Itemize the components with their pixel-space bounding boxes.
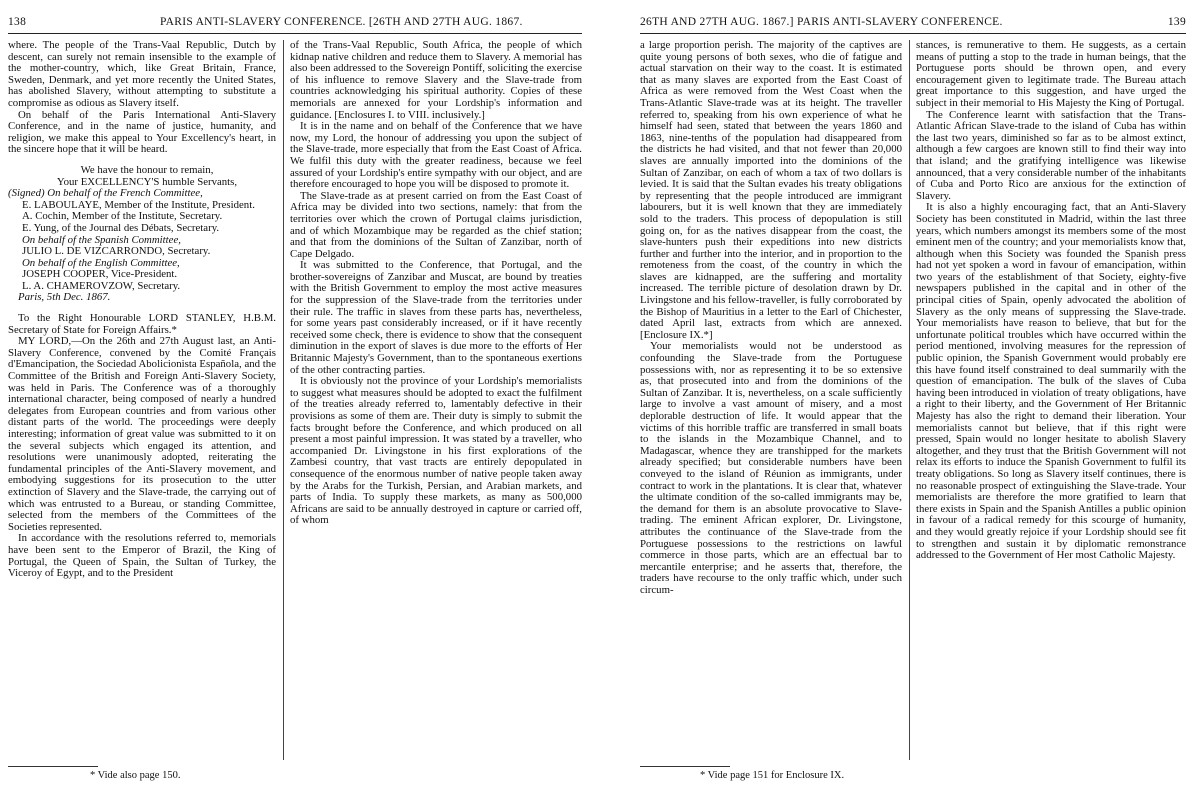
right-footnote-rule	[640, 766, 730, 767]
address-line: To the Right Honourable LORD STANLEY, H.B.M. Secretary of State for Foreign Affairs.*	[8, 312, 276, 336]
signature-heading: (Signed) On behalf of the French Committee,	[8, 187, 203, 200]
paragraph: where. The people of the Trans-Vaal Republic, Dutch by descent, can surely not remain insensible to the example of the mother-country, which, like Great Britain, France, Sweden, Denmark, and yet more recently the United States, has abolished Slavery, without attempting to substitute a compromise as odious as Slavery itself.	[8, 39, 276, 109]
paragraph: On behalf of the Paris International Anti-Slavery Conference, and in the name of justice, humanity, and religion, we make this appeal to Your Excellency's heart, in the sincere hope that it will be heard.	[8, 108, 276, 156]
signatory: JOSEPH COOPER, Vice-President.	[22, 268, 178, 281]
left-page	[0, 0, 590, 793]
paragraph: Your memorialists would not be understood as confounding the Slave-trade from the Portuguese possessions with, nor as representing it to be so extensive as, that prosecuted into and from the dominions of the Sultan of Zanzibar. It is, nevertheless, on a scale sufficiently large to involve a vast amount of misery, and a most deplorable destruction of life. It would appear that the victims of this horrible traffic are transferred in small boats to the islands in the Mozambique Channel, and to Madagascar, whence they are transhipped for the markets already specified; but considerable numbers have been conveyed to the island of Réunion as immigrants, under contract to work in the plantations. It is clear that, whatever the ultimate condition of the so-called immigrants may be, the demand for them is an absolute provocative to Slave-trading. The eminent African explorer, Dr. Livingstone, attributes the continuance of the Slave-trade from the Portuguese possessions to the restrictions on lawful commerce in those parts, which are an effectual bar to mercantile enterprise; and he asserts that, therefore, the traders have recourse to the only traffic which, under such circum-	[640, 340, 902, 596]
paragraph: a large proportion perish. The majority of the captives are quite young persons of both sexes, who die of fatigue and actual starvation on their way to the coast. It is estimated that as many slaves are exported from the East Coast of Africa as were removed from the West Coast when the Trans-Atlantic Slave-trade was at its height. The traveller referred to, speaking from his own experience of what he himself had seen, stated that between the years 1860 and 1863, nine-tenths of the population had disappeared from the districts he had visited, and that not fewer than 20,000 slaves are annually imported into the dominions of the Sultan of Zanzibar, on each of whom a tax of two dollars is levied. It is said that the Sultan evades his treaty obligations by representing that the people introduced are immigrant labourers, but it is well known that they are immediately sold to the traders. This process of depopulation is still going on, for as the natives disappear from the coast, the slave-hunters push their expeditions into new districts further and further into the interior, and in proportion to the remoteness from the coast, of the country in which the slaves are kidnapped, are the suffering and mortality increased. The terrible picture of desolation drawn by Dr. Livingstone and his fellow-traveller, is fully corroborated by the Bishop of Mauritius in a letter to the Earl of Chichester, dated April last, extracts from which are annexed. [Enclosure IX.*]	[640, 39, 902, 341]
right-running-head: 26TH AND 27TH AUG. 1867.] PARIS ANTI-SLAVERY CONFERENCE.	[640, 16, 1003, 28]
right-page-number: 139	[1167, 16, 1186, 28]
paragraph: It was submitted to the Conference, that Portugal, and the brother-sovereigns of Zanzibar and Muscat, are bound by treaties with the British Government to employ the most active measures for the suppression of the Slave-trade from the territories under their rule. The traffic in slaves from these parts has, nevertheless, for some years past considerably increased, or if it have recently received some check, there is evidence to show that the consequent diminution in the export of slaves is due more to the efforts of Her Britannic Majesty's Government, than to the spontaneous exertions of the other contracting parties.	[290, 259, 582, 376]
right-footnote: * Vide page 151 for Enclosure IX.	[700, 770, 845, 781]
left-column-divider	[283, 40, 284, 760]
paragraph: MY LORD,—On the 26th and 27th August last, an Anti-Slavery Conference, convened by the Comité Français d'Emancipation, the Sociedad Abolicionista Española, and the Committee of the British and Foreign Anti-Slavery Society, was held in Paris. The Conference was of a thoroughly international character, being composed of nearly a hundred delegates from European countries and from various other distant parts of the world. The proceedings were deeply interesting; information of great value was submitted to it on the several subjects which engaged its attention, and resolutions were unanimously adopted, reiterating the fundamental principles of the Anti-Slavery movement, and embodying suggestions for its prosecution to the utter extinction of Slavery and the Slave-trade, the carrying out of which was entrusted to a Bureau, or standing Committee, selected from the members of the Committees of the Societies represented.	[8, 335, 276, 533]
paragraph: stances, is remunerative to them. He suggests, as a certain means of putting a stop to the trade in human beings, that the Portuguese ports should be thrown open, and every encouragement given to legitimate trade. The Bureau attach great importance to this suggestion, and have urged the subject in their memorial to His Majesty the King of Portugal.	[916, 39, 1186, 109]
signature-heading: On behalf of the English Committee,	[22, 256, 180, 269]
left-page-number: 138	[8, 16, 27, 28]
closing-line: We have the honour to remain,	[80, 163, 214, 176]
paragraph: The Slave-trade as at present carried on from the East Coast of Africa may be divided into two sections, namely: that from the territories over which the crown of Portugal claims jurisdiction, and of which Mozambique may be regarded as the chief station; and that from the dominions of the Sultan of Zanzibar, north of Cape Delgado.	[290, 189, 582, 260]
signatory: L. A. CHAMEROVZOW, Secretary.	[22, 279, 181, 292]
signature-heading: On behalf of the Spanish Committee,	[22, 233, 181, 246]
left-column-1	[8, 40, 276, 580]
right-page	[610, 0, 1200, 793]
paragraph: The Conference learnt with satisfaction that the Trans-Atlantic African Slave-trade to the island of Cuba has within the last two years, diminished so far as to be almost extinct, although a few cargoes are known still to find their way into that island; and the gratifying intelligence was likewise announced, that a very considerable number of the inhabitants of Cuba and Porto Rico are anxious for the extinction of Slavery.	[916, 108, 1186, 202]
paragraph: In accordance with the resolutions referred to, memorials have been sent to the Emperor of Brazil, the King of Portugal, the Queen of Spain, the Sultan of Turkey, the Viceroy of Egypt, and to the President	[8, 532, 276, 580]
left-header-rule	[8, 33, 582, 34]
right-column-2	[916, 40, 1186, 562]
date-line: Paris, 5th Dec. 1867.	[18, 291, 111, 304]
left-page-header	[0, 16, 590, 32]
right-page-header	[610, 16, 1200, 32]
signatory: E. LABOULAYE, Member of the Institute, President.	[22, 198, 255, 211]
left-footnote-rule	[8, 766, 98, 767]
signatory: E. Yung, of the Journal des Débats, Secretary.	[22, 221, 220, 234]
signatory: JULIO L. DE VIZCARRONDO, Secretary.	[22, 245, 211, 258]
right-column-divider	[909, 40, 910, 760]
left-running-head: PARIS ANTI-SLAVERY CONFERENCE. [26TH AND 27TH AUG. 1867.	[160, 16, 523, 28]
signatory: A. Cochin, Member of the Institute, Secretary.	[22, 210, 223, 223]
paragraph: of the Trans-Vaal Republic, South Africa, the people of which kidnap native children and reduce them to Slavery. A memorial has also been addressed to the Sovereign Pontiff, soliciting the exercise of his influence to remove Slavery and the Slave-trade from countries acknowledging his spiritual authority. Copies of these memorials are annexed for your Lordship's information and guidance. [Enclosures I. to VIII. inclusively.]	[290, 39, 582, 121]
paragraph: It is obviously not the province of your Lordship's memorialists to suggest what measures should be adopted to exact the fulfilment of the treaties already referred to, lamentably defective in their provisions as some of them are. Their duty is simply to submit the facts brought before the Conference, and which produced on all present a most painful impression. It was stated by a traveller, who accompanied Dr. Livingstone in his first explorations of the Zambesi country, that vast tracts are entirely depopulated in consequence of the enormous number of native people taken away by the Arabs for the Turkish, Persian, and Arabian markets, and parts of India. To supply these markets, as many as 500,000 Africans are said to be annually destroyed in capture or carried off, of whom	[290, 375, 582, 527]
right-column-1	[640, 40, 902, 597]
left-column-2	[290, 40, 582, 527]
paragraph: It is also a highly encouraging fact, that an Anti-Slavery Society has been constituted in Madrid, within the last three years, which numbers amongst its members some of the most eminent men of the country; and your memorialists know that, although when this Society was founded the Spanish press had not yet spoken a word in favour of emancipation, within two years of the establishment of that Society, eighty-five newspapers published in the capital and in other of the principal cities of Spain, openly advocated the abolition of Slavery as the only means of suppressing the Slave-trade. Your memorialists have reason to believe, that but for the unfortunate political troubles which have occurred within the period mentioned, involving measures for the repression of public opinion, the Spanish Government would probably ere this have found itself constrained to deal summarily with the question of emancipation. The bulk of the slaves of Cuba having been introduced in violation of treaty obligations, have a right to their liberty, and the Government of Her Britannic Majesty has also the right to demand their liberation. Your memorialists cannot but believe, that if this right were pressed, Spain would no longer hesitate to abolish Slavery altogether, and they trust that the British Government will not relax its efforts to induce the Spanish Government to fulfil its treaty obligations. So long as Slavery itself continues, there is no reasonable prospect of extinguishing the Slave-trade. Your memorialists are therefore the more gratified to learn that there exists in Spain and the Spanish Antilles a public opinion in favour of a radical remedy for this scourge of humanity, and they would greatly rejoice if your Lordship should see fit to strengthen and sustain it by diplomatic remonstrance addressed to the Government of Her most Catholic Majesty.	[916, 201, 1186, 562]
left-footnote: * Vide also page 150.	[90, 770, 181, 781]
paragraph: It is in the name and on behalf of the Conference that we have now, my Lord, the honour of addressing you upon the subject of the Slave-trade, more especially that from the East Coast of Africa. We fulfil this duty with the greater readiness, because we feel assured of your Lordship's entire sympathy with our object, and are therefore encouraged to hope you will be disposed to promote it.	[290, 120, 582, 191]
right-header-rule	[640, 33, 1186, 34]
closing-line: Your EXCELLENCY'S humble Servants,	[56, 175, 238, 188]
